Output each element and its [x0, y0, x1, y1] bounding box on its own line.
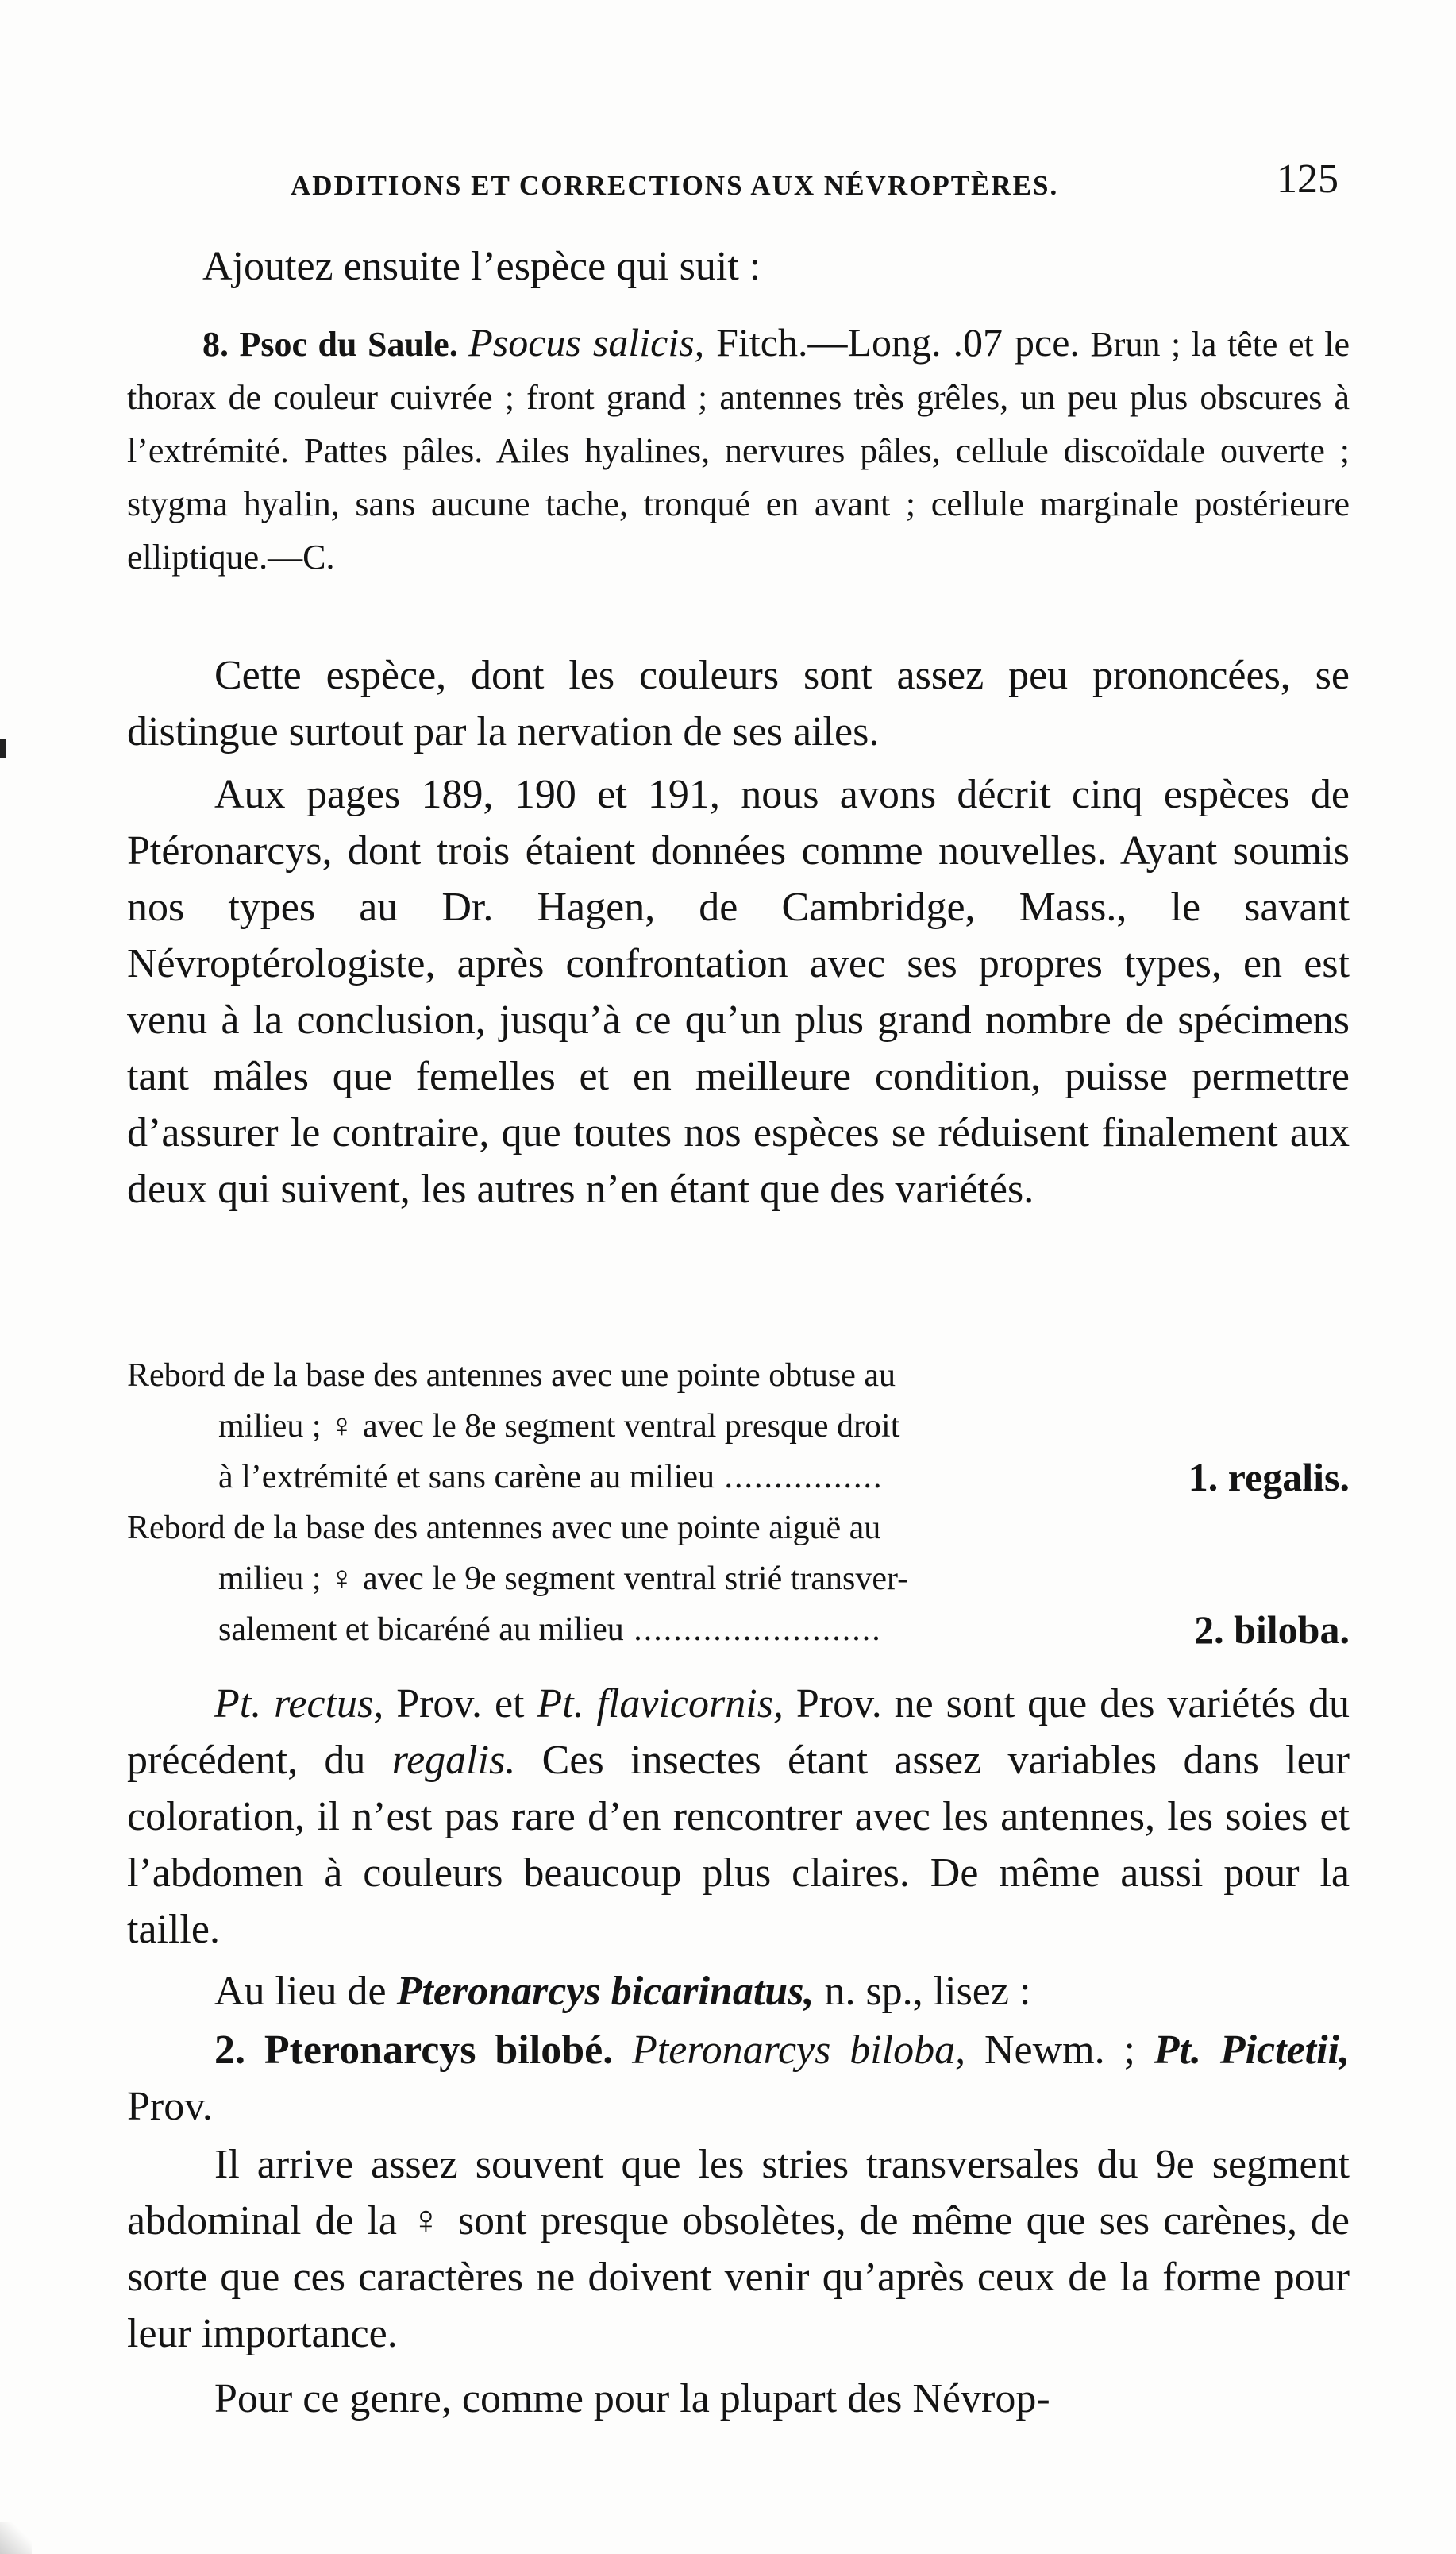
scan-corner-shadow	[0, 2522, 32, 2554]
page-number: 125	[1277, 156, 1339, 202]
text-run: Prov.	[127, 2084, 213, 2129]
key-line: milieu ; ♀ avec le 8e segment ventral presque droit	[218, 1408, 900, 1445]
paragraph-il-arrive	[127, 2136, 1350, 2362]
paragraph-aux-pages	[127, 766, 1350, 1217]
paragraph-cette-text: Cette espèce, dont les couleurs sont assez peu prononcées, se distingue surtout par la nervation de ses ailes.	[127, 653, 1350, 754]
identification-key	[127, 1350, 1350, 1655]
paragraph-pour-text: Pour ce genre, comme pour la plupart des Névrop-	[214, 2376, 1050, 2421]
key-entry-regalis	[127, 1350, 1350, 1503]
text-run: n. sp., lisez :	[814, 1969, 1031, 2014]
paragraph-pt-rectus	[127, 1676, 1350, 1958]
species-8-author: Fitch.—Long. .07 pce.	[704, 320, 1080, 365]
text-run: Newm. ;	[965, 2027, 1154, 2073]
taxon-pt-flavicornis: Pt. flavicornis,	[537, 1681, 784, 1726]
taxon-regalis: regalis.	[391, 1738, 516, 1783]
key-line-last	[127, 1452, 1350, 1503]
species-8-description: Brun ; la tête et le thorax de couleur cuivrée ; front grand ; antennes très grêles, un peu plus obscures à l’extrémité. Pattes pâles. Ailes hyalines, nervures pâles, cellule discoïdale ouverte ; stygma hyalin, sans aucune tache, tronqué en avant ; cellule marginale postérieure elliptique.—C.	[127, 325, 1350, 577]
key-line: Rebord de la base des antennes avec une pointe obtuse au	[127, 1357, 896, 1394]
paragraph-au-lieu	[127, 1963, 1350, 2020]
key-line: Rebord de la base des antennes avec une pointe aiguë au	[127, 1510, 881, 1546]
species-2-name: 2. Pteronarcys bilobé.	[214, 2027, 614, 2073]
intro-text: Ajoutez ensuite l’espèce qui suit :	[202, 244, 761, 289]
text-run: Au lieu de	[214, 1969, 397, 2014]
key-result-biloba: 2. biloba.	[1194, 1607, 1350, 1652]
paragraph-pt-text	[127, 1676, 1350, 1958]
species-8-entry	[127, 316, 1350, 584]
key-result-regalis: 1. regalis.	[1188, 1455, 1350, 1499]
leader-dots: .........................	[623, 1611, 882, 1648]
text-run: Ces insectes étant assez variables dans leur coloration, il n’est pas rare d’en rencontrer avec les antennes, les soies et l’abdomen à couleurs beaucoup plus claires. De même aussi pour la taille.	[127, 1738, 1350, 1952]
scan-mark	[0, 739, 6, 758]
key-line-text: à l’extrémité et sans carène au milieu	[218, 1459, 715, 1495]
species-8-name: 8. Psoc du Saule.	[202, 325, 458, 364]
species-8-latin: Psocus salicis,	[468, 320, 705, 365]
key-line: milieu ; ♀ avec le 9e segment ventral strié transver-	[218, 1561, 909, 1597]
taxon-pt-pictetii: Pt. Pictetii,	[1154, 2027, 1350, 2073]
key-line-last	[127, 1604, 1350, 1655]
intro-line	[127, 238, 1350, 295]
paragraph-pour-ce-genre	[127, 2371, 1350, 2427]
page-header	[291, 156, 1339, 203]
text-run: Prov. ne sont que des variétés du précédent, du	[127, 1681, 1350, 1783]
taxon-pt-rectus: Pt. rectus,	[214, 1681, 384, 1726]
text-run: Prov. et	[383, 1681, 537, 1726]
paragraph-aux-text: Aux pages 189, 190 et 191, nous avons décrit cinq espèces de Ptéronarcys, dont trois étaient données comme nouvelles. Ayant soumis nos types au Dr. Hagen, de Cambridge, Mass., le savant Névroptérologiste, après confrontation avec ses propres types, en est venu à la conclusion, jusqu’à ce qu’un plus grand nombre de spécimens tant mâles que femelles et en meilleure condition, puisse permettre d’assurer le contraire, que toutes nos espèces se réduisent finalement aux deux qui suivent, les autres n’en étant que des variétés.	[127, 772, 1350, 1212]
key-entry-biloba	[127, 1503, 1350, 1655]
taxon-bicarinatus: Pteronarcys bicarinatus,	[396, 1969, 815, 2014]
species-2-entry	[127, 2022, 1350, 2135]
leader-dots: ................	[715, 1459, 884, 1495]
paragraph-il-text: Il arrive assez souvent que les stries transversales du 9e segment abdominal de la ♀ sont presque obsolètes, de même que ses carènes, de sorte que ces caractères ne doivent venir qu’après ceux de la forme pour leur importance.	[127, 2142, 1350, 2356]
paragraph-au-lieu-text	[127, 1963, 1350, 2020]
key-line-text: salement et bicaréné au milieu	[218, 1611, 624, 1648]
species-8-paragraph	[127, 316, 1350, 584]
running-title: ADDITIONS ET CORRECTIONS AUX NÉVROPTÈRES.	[291, 170, 1059, 201]
paragraph-cette-espece	[127, 647, 1350, 760]
species-2-latin: Pteronarcys biloba,	[632, 2027, 966, 2073]
species-2-paragraph	[127, 2022, 1350, 2135]
